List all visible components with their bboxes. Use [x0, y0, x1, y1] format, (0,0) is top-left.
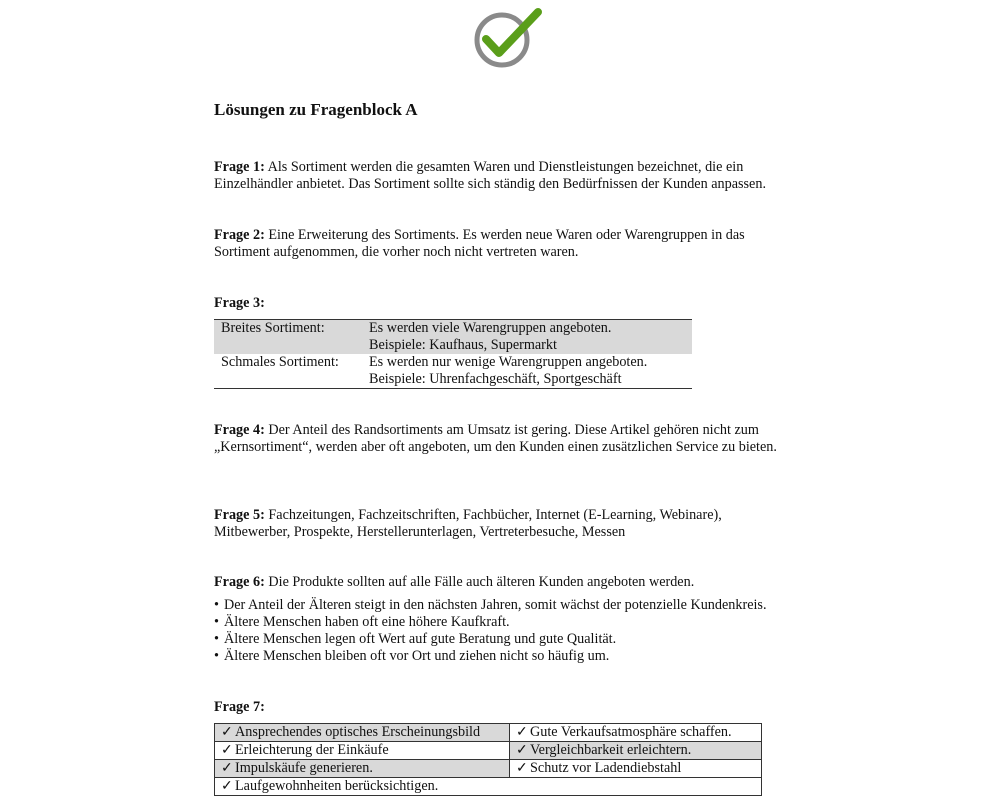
- checkmark-icon: ✓: [221, 724, 233, 740]
- frage-4-label: Frage 4:: [214, 422, 265, 438]
- frage-6-text: Die Produkte sollten auf alle Fälle auch älteren Kunden angeboten werden.: [264, 574, 695, 590]
- frage-1: [214, 159, 794, 193]
- frage-7-table: [214, 723, 762, 796]
- list-item: • Ältere Menschen bleiben oft vor Ort und ziehen nicht so häufig um.: [214, 648, 610, 664]
- list-item: • Der Anteil der Älteren steigt in den nächsten Jahren, somit wächst der potenzielle Kundenkreis.: [214, 597, 767, 613]
- checkmark-logo: [472, 6, 544, 68]
- bullet-icon: •: [214, 614, 219, 630]
- frage-6-label: Frage 6:: [214, 574, 265, 590]
- table-row: [215, 778, 762, 796]
- check-circle-icon: [472, 6, 544, 68]
- frage-2-label: Frage 2:: [214, 227, 265, 243]
- table-row: [215, 724, 762, 742]
- frage-4-text: Der Anteil des Randsortiments am Umsatz ist gering. Diese Artikel gehören nicht zum „Kernsortiment“, werden aber oft angeboten, um den Kunden einen zusätzlichen Service zu bieten.: [214, 422, 777, 455]
- checkmark-icon: ✓: [221, 778, 233, 794]
- example-line: Beispiele: Uhrenfachgeschäft, Sportgeschäft: [369, 371, 622, 387]
- definition-cell: [369, 354, 692, 389]
- table-row: [214, 354, 692, 389]
- frage-3-label: Frage 3:: [214, 295, 265, 311]
- frage-7-label: Frage 7:: [214, 699, 265, 715]
- example-line: Beispiele: Kaufhaus, Supermarkt: [369, 337, 557, 353]
- table-cell: ✓ Ansprechendes optisches Erscheinungsbild: [215, 724, 510, 742]
- list-item: • Ältere Menschen haben oft eine höhere Kaufkraft.: [214, 614, 510, 630]
- table-cell: ✓ Vergleichbarkeit erleichtern.: [510, 742, 762, 760]
- bullet-icon: •: [214, 648, 219, 664]
- table-cell: ✓ Gute Verkaufsatmosphäre schaffen.: [510, 724, 762, 742]
- bullet-icon: •: [214, 631, 219, 647]
- table-cell: ✓ Impulskäufe generieren.: [215, 760, 510, 778]
- definition-line: Es werden viele Warengruppen angeboten.: [369, 320, 612, 336]
- checkmark-icon: ✓: [221, 742, 233, 758]
- table-cell: ✓ Schutz vor Ladendiebstahl: [510, 760, 762, 778]
- list-item: • Ältere Menschen legen oft Wert auf gute Beratung und gute Qualität.: [214, 631, 617, 647]
- term-cell: Schmales Sortiment:: [214, 354, 369, 389]
- table-row: [215, 742, 762, 760]
- term-cell: Breites Sortiment:: [214, 320, 369, 355]
- frage-5: [214, 507, 794, 541]
- checkmark-icon: ✓: [516, 724, 528, 740]
- frage-2-text: Eine Erweiterung des Sortiments. Es werden neue Waren oder Warengruppen in das Sortiment aufgenommen, die vorher noch nicht vertreten waren.: [214, 227, 745, 260]
- checkmark-icon: ✓: [516, 742, 528, 758]
- frage-3-table: [214, 319, 692, 389]
- table-cell: ✓ Laufgewohnheiten berücksichtigen.: [215, 778, 762, 796]
- frage-5-label: Frage 5:: [214, 507, 265, 523]
- page-title: Lösungen zu Fragenblock A: [214, 100, 418, 119]
- bullet-icon: •: [214, 597, 219, 613]
- checkmark-icon: ✓: [516, 760, 528, 776]
- definition-cell: [369, 320, 692, 355]
- frage-2: [214, 227, 794, 261]
- frage-1-label: Frage 1:: [214, 159, 265, 175]
- frage-1-text: Als Sortiment werden die gesamten Waren und Dienstleistungen bezeichnet, die ein Einzelhändler anbietet. Das Sortiment sollte sich ständig den Bedürfnissen der Kunden anpassen.: [214, 159, 766, 192]
- table-row: [215, 760, 762, 778]
- frage-4: [214, 422, 794, 456]
- frage-5-text: Fachzeitungen, Fachzeitschriften, Fachbücher, Internet (E-Learning, Webinare), Mitbewerber, Prospekte, Herstellerunterlagen, Vertreterbesuche, Messen: [214, 507, 722, 540]
- definition-line: Es werden nur wenige Warengruppen angeboten.: [369, 354, 648, 370]
- table-row: [214, 320, 692, 355]
- frage-6-bullet-list: [214, 597, 767, 665]
- frage-6: [214, 574, 794, 591]
- checkmark-icon: ✓: [221, 760, 233, 776]
- table-cell: ✓ Erleichterung der Einkäufe: [215, 742, 510, 760]
